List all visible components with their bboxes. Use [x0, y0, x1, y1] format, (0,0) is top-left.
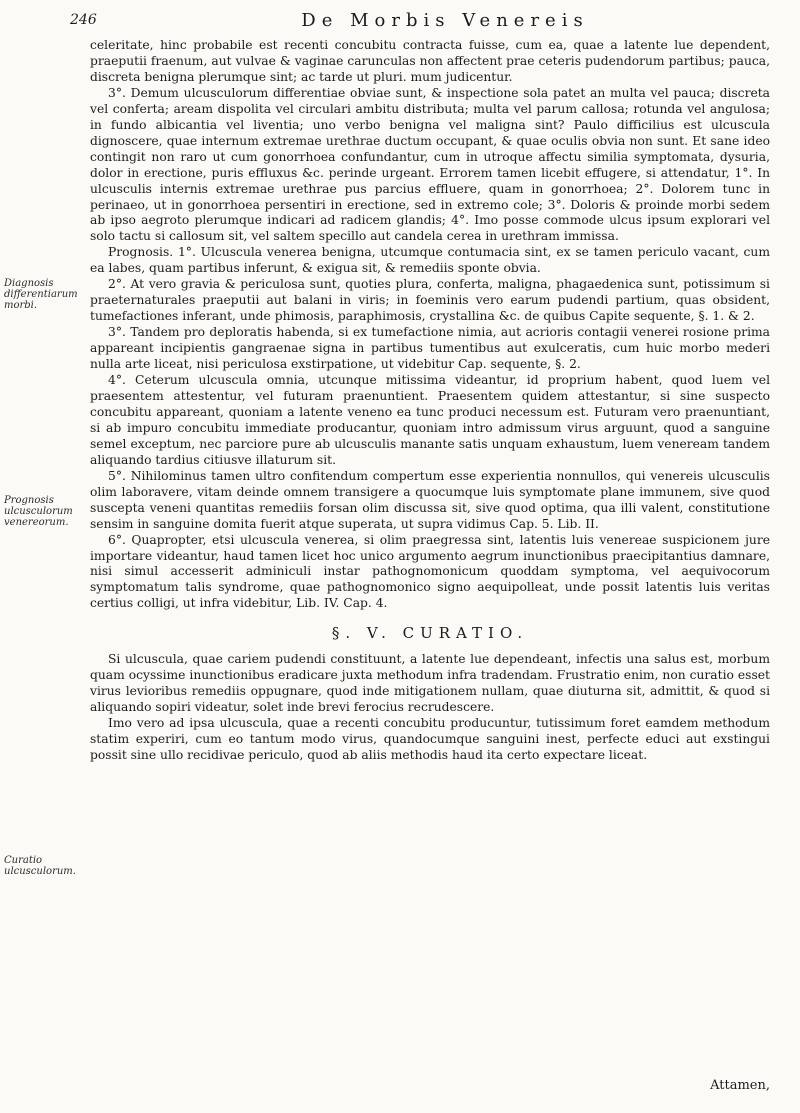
catchword: Attamen,: [710, 1078, 770, 1093]
paragraph: Si ulcuscula, quae cariem pudendi constituunt, a latente lue dependeant, infectis una salus est, morbum quam ocyssime inunctionibus eradicare juxta methodum infra tradendam. Frustratio enim, non curatio esset virus levioribus remediis oppugnare, quod inde mitigationem nullam, quae diuturna sit, admittit, & quod si aliquando sopiri videatur, solet inde brevi ferocius recrudescere.: [90, 652, 770, 715]
paragraph: 3°. Tandem pro deploratis habenda, si ex tumefactione nimia, aut acrioris contagii venerei rosione prima appareant incipientis gangraenae signa in partibus tumentibus aut exulceratis, cum huic morbo mederi nulla arte liceat, nisi periculosa exstirpatione, ut videbitur Cap. sequente, §. 2.: [90, 325, 770, 372]
paragraph: 5°. Nihilominus tamen ultro confitendum compertum esse experientia nonnullos, qui venereis ulcusculis olim laboravere, vitam deinde omnem transigere a quocumque luis symptomate plane immunem, sive quod suscepta veneni quantitas remediis forsan olim discussa sit, sive quod optima, qua illi valent, constitutione sensim in sanguine domita fuerit atque superata, ut supra vidimus Cap. 5. Lib. II.: [90, 468, 770, 531]
section-heading: §. V. CURATIO.: [331, 624, 529, 643]
margin-note-curatio: Curatio ulcusculorum.: [4, 855, 76, 877]
paragraph: Imo vero ad ipsa ulcuscula, quae a recenti concubitu producuntur, tutissimum foret eamdem methodum statim experiri, cum eo tantum modo virus, quandocumque sanguini inest, perfecte educi aut exstingui possit sine ullo recidivae periculo, quod ab aliis methodis haud ita certo expectare liceat.: [90, 716, 770, 762]
main-text: [90, 38, 770, 764]
paragraph: Prognosis. 1°. Ulcuscula venerea benigna, utcumque contumacia sint, ex se tamen periculo vacant, cum ea labes, quam partibus inferunt, & exigua sit, & remediis sponte obvia.: [90, 245, 770, 276]
margin-note-prognosis: Prognosis ulcusculorum venereorum.: [4, 495, 73, 528]
paragraph: 4°. Ceterum ulcuscula omnia, utcunque mitissima videantur, id proprium habent, quod luem vel praesentem attestentur, vel futuram praenuntient. Praesentem quidem attestantur, si sine suspecto concubitu appareant, quoniam a latente veneno ea tunc produci necessum est. Futuram vero praenuntiant, si ab impuro concubitu immediate producantur, quoniam intro admissum virus arguunt, quod a sanguine semel exceptum, nec parciore pure ab ulcusculis manante satis unquam exhaustum, luem veneream tandem aliquando tardius citiusve illaturum sit.: [90, 373, 770, 467]
paragraph: celeritate, hinc probabile est recenti concubitu contracta fuisse, cum ea, quae a latente lue dependent, praeputii fraenum, aut vulvae & vaginae carunculas non affectent prae ceteris pudendorum partibus; pauca, discreta benigna plerumque sint; ac tarde ut pluri. mum judicentur.: [90, 38, 770, 84]
paragraph: 2°. At vero gravia & periculosa sunt, quoties plura, conferta, maligna, phagaedenica sunt, potissimum si praeternaturales praeputii aut balani in viris; in foeminis vero earum pudendi partium, quas obsident, tumefactiones inferant, unde phimosis, paraphimosis, crystallina &c. de quibus Capite sequente, §. 1. & 2.: [90, 277, 770, 324]
running-title: De Morbis Venereis: [301, 10, 589, 31]
running-header: [70, 10, 780, 36]
paragraph: 3°. Demum ulcusculorum differentiae obviae sunt, & inspectione sola patet an multa vel pauca; discreta vel conferta; aream dispolita vel circulari ambitu distributa; multa vel parum callosa; rotunda vel angulosa; in fundo albicantia vel liventia; uno verbo benigna vel maligna sint? Paulo difficilius est ulcuscula dignoscere, quae internum extremae urethrae ductum occupant, & quae oculis obvia non sunt. Et sane ideo contingit non raro ut cum gonorrhoea confundantur, cum in utroque affectu similia symptomata, dysuria, dolor in erectione, puris effluxus &c. perinde urgeant. Errorem tamen licebit effugere, si attendatur, 1°. In ulcusculis internis extremae urethrae pus parcius effluere, quam in gonorrhoea; 2°. Dolorem tunc in perinaeo, ut in gonorrhoea persentiri in erectione, sed in extremo cole; 3°. Doloris & proinde morbi sedem ab ipso aegroto plerumque indicari ad radicem glandis; 4°. Imo posse commode ulcus ipsum explorari vel solo tactu si callosum sit, vel saltem specillo aut candela cerea in urethram immissa.: [90, 85, 770, 244]
margin-note-diagnosis: Diagnosis differentiarum morbi.: [4, 278, 78, 311]
paragraph: 6°. Quapropter, etsi ulcuscula venerea, si olim praegressa sint, latentis luis venereae suspicionem jure importare videantur, haud tamen licet hoc unico argumento aegrum inunctionibus praecipitantius damnare, nisi simul accesserit adminiculi instar pathognomonicum quoddam symptoma, vel aequivocorum symptomatum talis syndrome, quae pathognomonico signo aequipolleat, unde possit latentis luis veritas certius colligi, ut infra videbitur, Lib. IV. Cap. 4.: [90, 532, 770, 611]
page-number: 246: [70, 12, 97, 28]
